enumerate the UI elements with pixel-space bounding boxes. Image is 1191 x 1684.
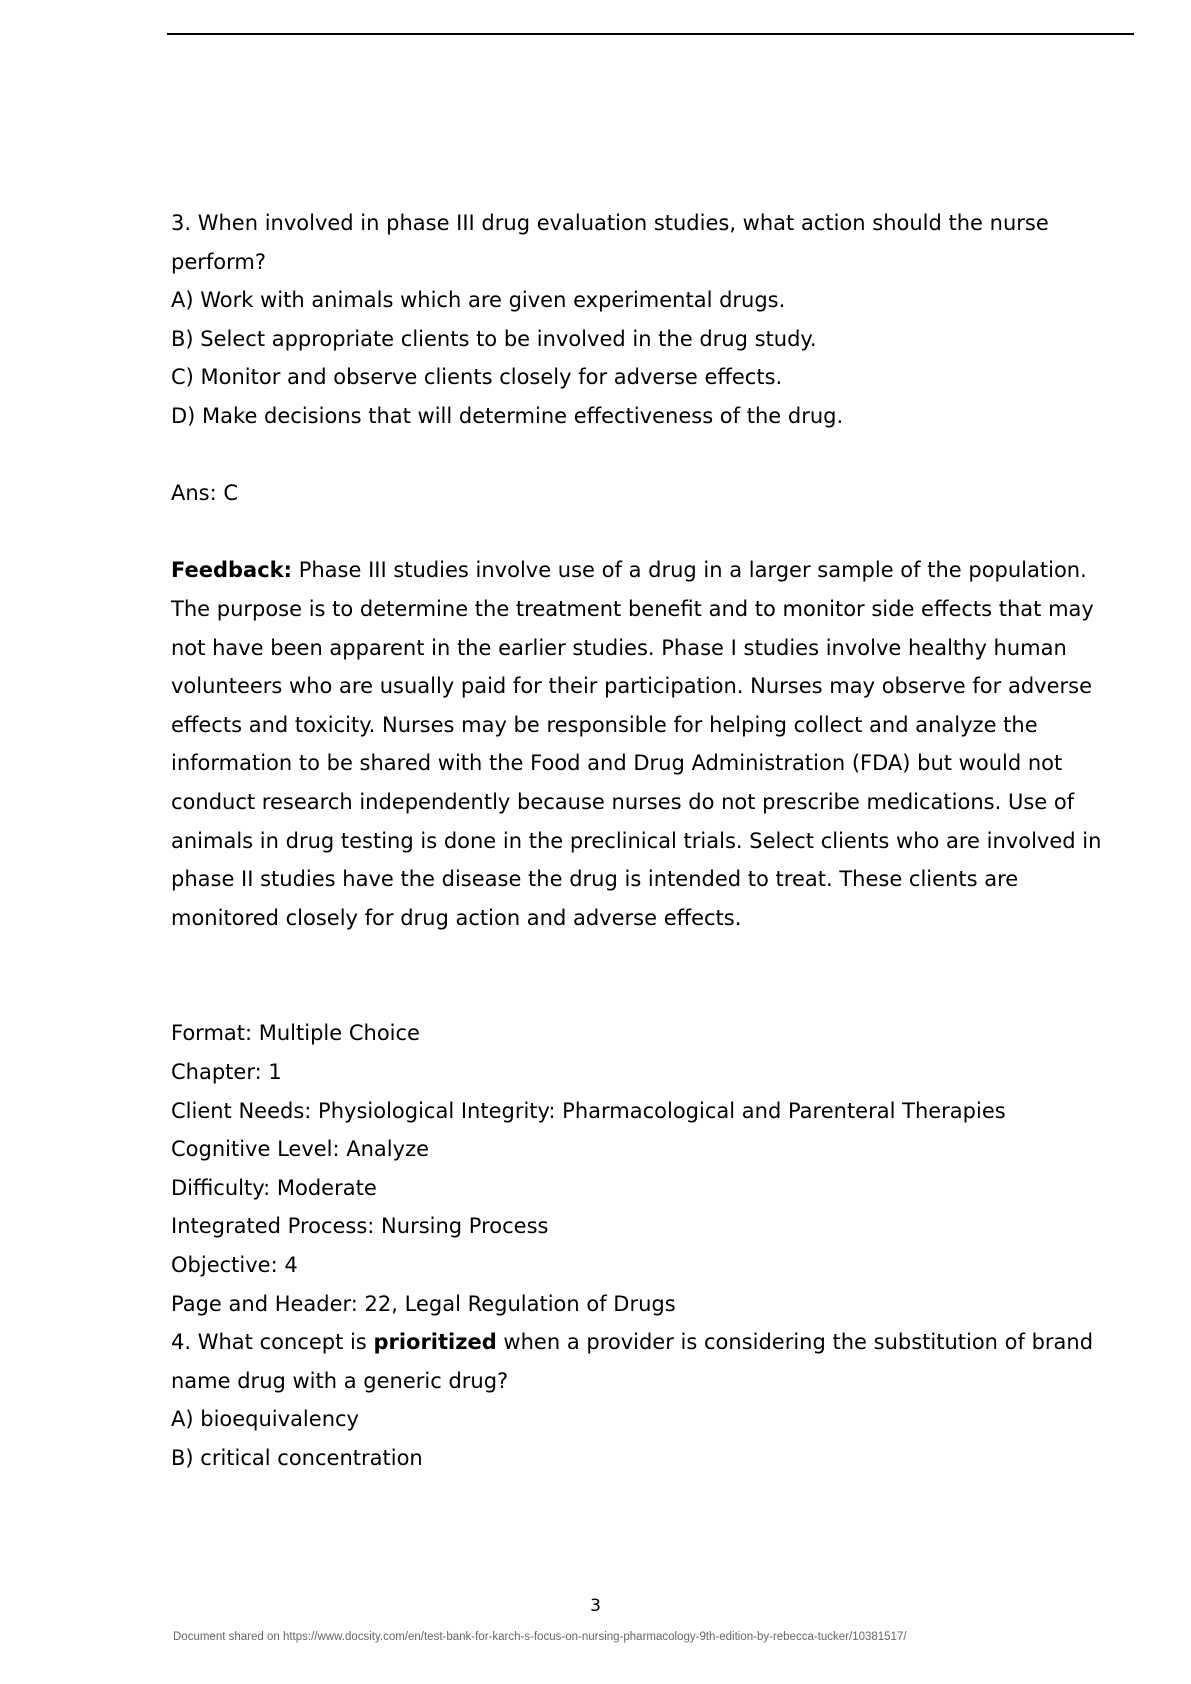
q3-option-a: A) Work with animals which are given experimental drugs. — [171, 288, 786, 313]
q3-option-b: B) Select appropriate clients to be involved in the drug study. — [171, 326, 817, 351]
q3-question: 3. When involved in phase III drug evaluation studies, what action should the nurse perform? — [171, 211, 1049, 274]
header-rule — [167, 33, 1134, 35]
q4-question-end: when a provider is considering the substitution of brand name drug with a generic drug? — [171, 1330, 1094, 1393]
q4-option-b: B) critical concentration — [171, 1446, 423, 1470]
spacer — [171, 513, 1131, 552]
meta-format: Format: Multiple Choice — [171, 1021, 420, 1046]
meta-integrated-process: Integrated Process: Nursing Process — [171, 1214, 549, 1239]
q4-question-start: 4. What concept is — [171, 1330, 374, 1355]
page-content — [171, 204, 1131, 1478]
spacer — [171, 937, 1131, 1014]
page-number: 3 — [590, 1596, 601, 1616]
meta-chapter: Chapter: 1 — [171, 1060, 282, 1085]
q3-option-d: D) Make decisions that will determine effectiveness of the drug. — [171, 403, 844, 428]
q4-question — [171, 1323, 1131, 1400]
feedback-label: Feedback: — [171, 558, 293, 583]
q4-option-a: A) bioequivalency — [171, 1407, 359, 1432]
feedback-text: Phase III studies involve use of a drug in a larger sample of the population. The purpose is to determine the treatment benefit and to monitor side effects that may not have been apparent in the earlier studies. Phase I studies involve healthy human volunteers who are usually paid for their participation. Nurses may observe for adverse effects and toxicity. Nurses may be responsible for helping collect and analyze the information to be shared with the Food and Drug Administration (FDA) but would not conduct research independently because nurses do not prescribe medications. Use of animals in drug testing is done in the preclinical trials. Select clients who are involved in phase II studies have the disease the drug is intended to treat. These clients are monitored closely for drug action and adverse effects. — [171, 558, 1102, 930]
spacer — [171, 436, 1131, 475]
q3-option-c: C) Monitor and observe clients closely for adverse effects. — [171, 365, 783, 390]
meta-objective: Objective: 4 — [171, 1253, 298, 1278]
q3-feedback — [171, 551, 1131, 937]
footer-source: Document shared on https://www.docsity.com/en/test-bank-for-karch-s-focus-on-nursing-pharmacology-9th-edition-by-rebecca-tucker/10381517/ — [173, 1631, 907, 1643]
meta-client-needs: Client Needs: Physiological Integrity: Pharmacological and Parenteral Therapies — [171, 1098, 1006, 1123]
meta-page-header: Page and Header: 22, Legal Regulation of Drugs — [171, 1291, 676, 1316]
q3-answer: Ans: C — [171, 481, 239, 506]
meta-difficulty: Difficulty: Moderate — [171, 1175, 377, 1200]
meta-cognitive-level: Cognitive Level: Analyze — [171, 1137, 430, 1162]
q4-question-emphasis: prioritized — [373, 1330, 497, 1355]
